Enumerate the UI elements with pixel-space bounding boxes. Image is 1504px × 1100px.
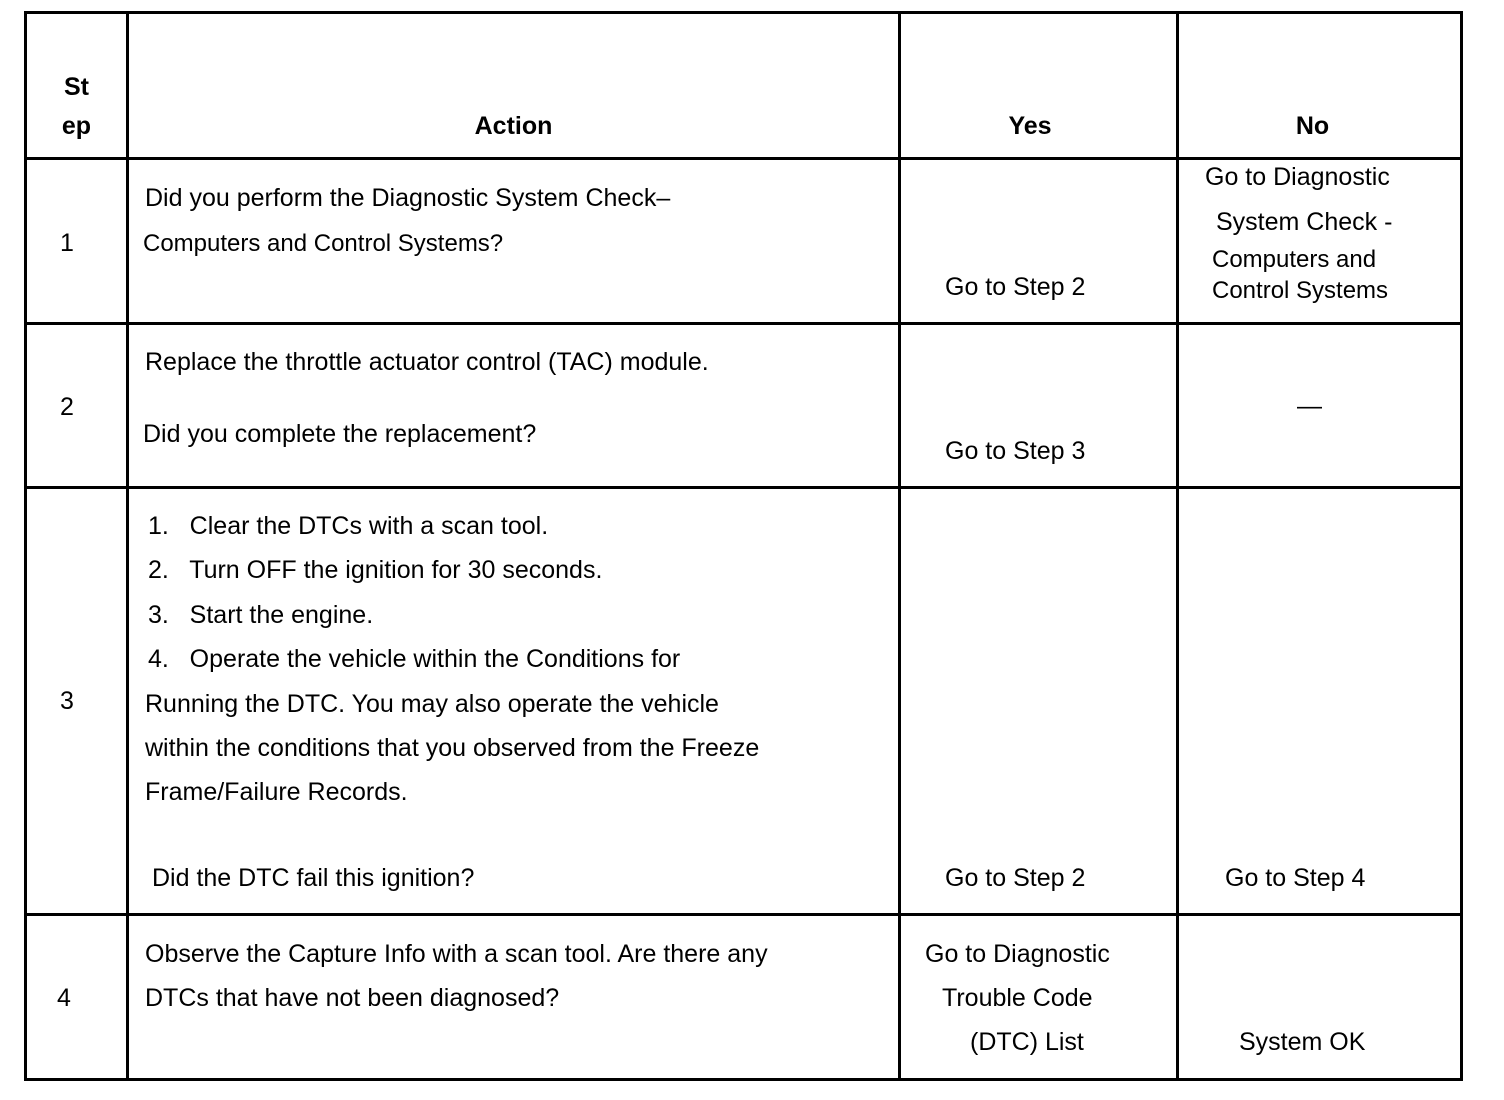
table-border-right xyxy=(1460,11,1463,1081)
row1-no-line1: Go to Diagnostic xyxy=(1205,163,1390,191)
row3-item-4: 4. Operate the vehicle within the Conditions for xyxy=(148,645,681,673)
row4-yes-line1: Go to Diagnostic xyxy=(925,940,1110,968)
row1-no-line4: Control Systems xyxy=(1212,277,1389,304)
row1-no-line3: Computers and xyxy=(1212,246,1377,273)
col-divider-step xyxy=(126,11,129,1081)
row3-item-2: 2. Turn OFF the ignition for 30 seconds. xyxy=(148,556,603,584)
header-yes: Yes xyxy=(1008,112,1052,140)
row2-action-line2: Did you complete the replacement? xyxy=(143,420,537,448)
row4-action-line2: DTCs that have not been diagnosed? xyxy=(145,984,560,1012)
row1-action-line2: Computers and Control Systems? xyxy=(143,230,504,257)
col-divider-action xyxy=(898,11,901,1081)
step-number-4: 4 xyxy=(57,984,71,1012)
header-step-line1: St xyxy=(64,73,89,101)
row3-continuation-2: within the conditions that you observed from the Freeze xyxy=(145,734,760,762)
table-border-bottom xyxy=(24,1078,1463,1081)
row1-no-line2: System Check - xyxy=(1216,208,1393,236)
row3-yes: Go to Step 2 xyxy=(945,864,1086,892)
row3-item-3: 3. Start the engine. xyxy=(148,601,374,629)
row1-action-line1: Did you perform the Diagnostic System Check– xyxy=(145,184,671,212)
row2-no: — xyxy=(1297,392,1322,420)
step-number-1: 1 xyxy=(60,229,74,257)
row3-no: Go to Step 4 xyxy=(1225,864,1366,892)
step-number-3: 3 xyxy=(60,687,74,715)
row3-continuation-3: Frame/Failure Records. xyxy=(145,778,408,806)
row-divider-2 xyxy=(24,486,1463,489)
row1-yes: Go to Step 2 xyxy=(945,273,1086,301)
header-no: No xyxy=(1295,112,1330,140)
row4-no: System OK xyxy=(1239,1028,1366,1056)
row-divider-1 xyxy=(24,322,1463,325)
table-border-top xyxy=(24,11,1463,14)
row2-action-line1: Replace the throttle actuator control (TAC) module. xyxy=(145,348,709,376)
row4-action-line1: Observe the Capture Info with a scan tool. Are there any xyxy=(145,940,768,968)
row-divider-3 xyxy=(24,913,1463,916)
header-action: Action xyxy=(474,112,553,140)
header-step-line2: ep xyxy=(61,112,92,140)
col-divider-yes xyxy=(1176,11,1179,1081)
step-number-2: 2 xyxy=(60,393,74,421)
row3-question: Did the DTC fail this ignition? xyxy=(152,864,475,892)
header-divider xyxy=(24,157,1463,160)
row2-yes: Go to Step 3 xyxy=(945,437,1086,465)
row3-item-1: 1. Clear the DTCs with a scan tool. xyxy=(148,512,549,540)
table-border-left xyxy=(24,11,27,1081)
row3-continuation-1: Running the DTC. You may also operate the vehicle xyxy=(145,690,719,718)
row4-yes-line3: (DTC) List xyxy=(970,1028,1084,1056)
row4-yes-line2: Trouble Code xyxy=(942,984,1093,1012)
